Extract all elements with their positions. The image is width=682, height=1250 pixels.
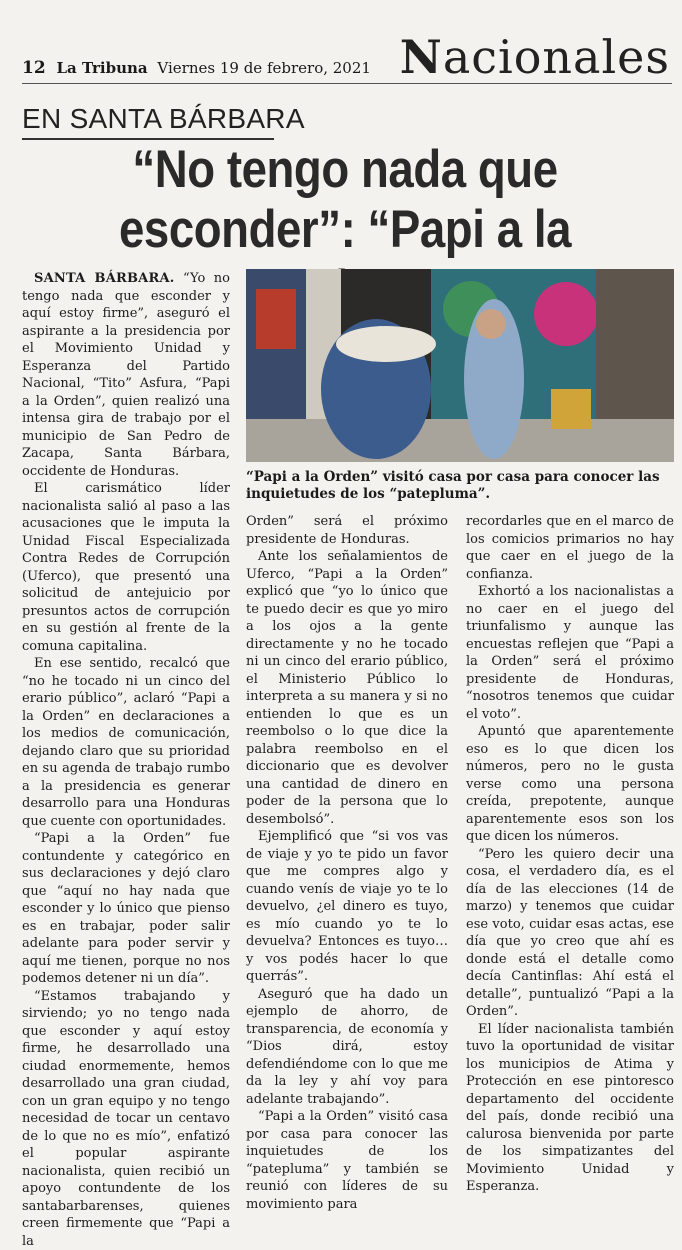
paragraph: Aseguró que ha dado un ejemplo de ahorro, de transparencia, de economía y “Dios dirá, estoy defendiéndome con lo que me da la ley y ahí voy para adelante trabajando”.	[246, 986, 448, 1109]
page-number: 12	[22, 58, 46, 78]
photo-caption: “Papi a la Orden” visitó casa por casa para conocer las inquietudes de los “pateplumа”.	[246, 469, 674, 503]
dateline: SANTA BÁRBARA.	[34, 271, 174, 286]
page-header	[22, 30, 672, 84]
article-column-1	[22, 270, 230, 1250]
paragraph: Apuntó que aparentemente eso es lo que dicen los números, pero no le gusta verse como una persona creída, prepotente, aunque aparentemente esos son los que dicen los números.	[466, 723, 674, 846]
lead-paragraph	[22, 270, 230, 480]
kicker: EN SANTA BÁRBARA	[22, 103, 305, 135]
paper-name: La Tribuna	[56, 59, 147, 77]
paragraph-text: “Yo no tengo nada que esconder y aquí estoy firme”, aseguró el aspirante a la presidencia por el Movimiento Unidad y Esperanza del Partido Nacional, “Tito” Asfura, “Papi a la Orden”, quien realizó una intensa gira de trabajo por el municipio de San Pedro de Zacapa, Santa Bárbara, occidente de Honduras.	[22, 271, 230, 479]
article-column-3	[466, 513, 674, 1196]
section-rest: acionales	[443, 30, 670, 84]
paragraph: “Estamos trabajando y sirviendo; yo no tengo nada que esconder y aquí estoy firme, he desarrollado una ciudad enormemente, hemos desarrollado una gran ciudad, con un gran equipo y no tengo necesidad de tocar un centavo de lo que no es mío”, enfatizó el popular aspirante nacionalista, quien recibió un apoyo contundente de los santabarbarenses, quienes creen firmemente que “Papi a la	[22, 988, 230, 1250]
paragraph: “Papi a la Orden” visitó casa por casa para conocer las inquietudes de los “pateplumа” y también se reunió con líderes de su movimiento para	[246, 1108, 448, 1213]
article-photo	[246, 269, 674, 462]
paragraph: En ese sentido, recalcó que “no he tocado ni un cinco del erario público”, aclaró “Papi a la Orden” en declaraciones a los medios de comunicación, dejando claro que su prioridad en su agenda de trabajo rumbo a la presidencia es generar desarrollo para una Honduras que cuente con oportunidades.	[22, 655, 230, 830]
paragraph: “Papi a la Orden” fue contundente y categórico en sus declaraciones y dejó claro que “aquí no hay nada que esconder y lo único que pienso es en trabajar, poder salir adelante para poder servir y aquí me tienen, porque no nos podemos detener ni un día”.	[22, 830, 230, 988]
paragraph: Orden” será el próximo presidente de Honduras.	[246, 513, 448, 548]
photo-illustration	[246, 269, 674, 462]
paragraph: El carismático líder nacionalista salió al paso a las acusaciones que le imputa la Unidad Fiscal Especializada Contra Redes de Corrupción (Uferco), que presentó una solicitud de antejuicio por presuntos actos de corrupción en su gestión al frente de la comuna capitalina.	[22, 480, 230, 655]
paragraph: El líder nacionalista también tuvo la oportunidad de visitar los municipios de Atima y Protección en ese pintoresco departamento del occidente del país, donde recibió una calurosa bienvenida por parte de los simpatizantes del Movimiento Unidad y Esperanza.	[466, 1021, 674, 1196]
paragraph: Exhortó a los nacionalistas a no caer en el juego del triunfalismo y aunque las encuestas reflejen que “Papi a la Orden” será el próximo presidente de Honduras, “nosotros tenemos que cuidar el voto”.	[466, 583, 674, 723]
paragraph: Ejemplificó que “si vos vas de viaje y yo te pido un favor que me compres algo y cuando venís de viaje yo te lo devuelvo, ¿el dinero es tuyo, es mío cuando yo te lo devuelva? Entonces es tuyo… y vos podés hacer lo que querrás”.	[246, 828, 448, 986]
headline-line-1: “No tengo nada que	[66, 140, 625, 200]
section-title	[400, 30, 670, 84]
folio	[22, 58, 371, 78]
paragraph: “Pero les quiero decir una cosa, el verdadero día, es el día de las elecciones (14 de marzo) y tenemos que cuidar ese voto, cuidar esas actas, ese día que yo creo que ahí es donde está el detalle como decía Cantinflas: Ahí está el detalle”, puntualizó “Papi a la Orden”.	[466, 846, 674, 1021]
article-column-2	[246, 513, 448, 1213]
section-initial: N	[400, 30, 443, 84]
paragraph: Ante los señalamientos de Uferco, “Papi a la Orden” explicó que “yo lo único que te puedo decir es que yo miro a los ojos a la gente directamente y no he tocado ni un cinco del erario público, el Ministerio Público lo interpreta a su manera y si no entienden lo que es un reembolso o lo que dice la palabra reembolso en el diccionario que es devolver una cantidad de dinero en poder de la persona que lo desembolsó”.	[246, 548, 448, 828]
paragraph: recordarles que en el marco de los comicios primarios no hay que caer en el juego de la confianza.	[466, 513, 674, 583]
headline-line-2: esconder”: “Papi a la	[66, 200, 625, 320]
issue-date: Viernes 19 de febrero, 2021	[157, 59, 371, 77]
